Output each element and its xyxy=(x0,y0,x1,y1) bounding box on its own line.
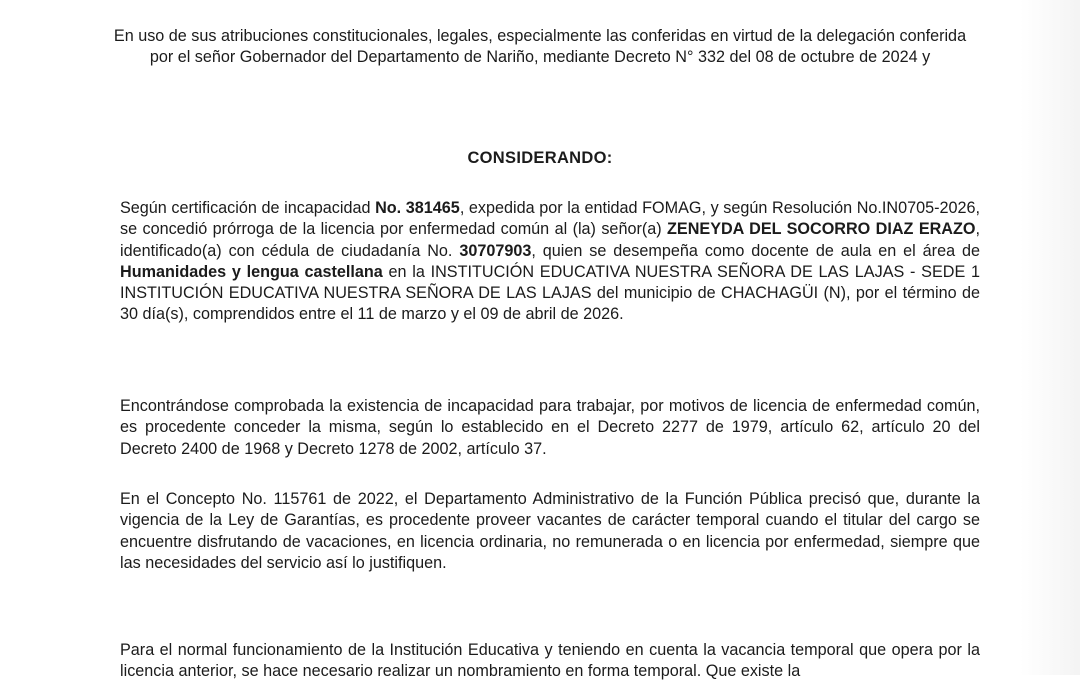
intro-paragraph: En uso de sus atribuciones constitucionales, legales, especialmente las conferidas en virtud de la delegación conferida por el señor Gobernador del Departamento de Nariño, mediante Decreto N° 332 del 08 de octubre de 2024 y xyxy=(113,27,967,66)
paragraph-comprobada: Encontrándose comprobada la existencia de incapacidad para trabajar, por motivos de licencia de enfermedad común, es procedente conceder la misma, según lo establecido en el Decreto 2277 de 1979, artículo 62, artículo 20 del Decreto 2400 de 1968 y Decreto 1278 de 2002, artículo 37. xyxy=(120,397,980,458)
subject-area: Humanidades y lengua castellana xyxy=(120,262,383,281)
person-name: ZENEYDA DEL SOCORRO DIAZ ERAZO xyxy=(667,220,976,239)
p1-text-5: en la INSTITUCIÓN EDUCATIVA NUESTRA SEÑORA DE LAS LAJAS - SEDE 1 INSTITUCIÓN EDUCATIVA NUESTRA SEÑORA DE LAS LAJAS del municipio de CHACHAGÜI (N), por el término de 30 día(s), comprendidos entre el 11 de marzo y el 09 de abril de 2026. xyxy=(120,262,980,324)
paragraph-concepto: En el Concepto No. 115761 de 2022, el Departamento Administrativo de la Función Pública precisó que, durante la vigencia de la Ley de Garantías, es procedente proveer vacantes de carácter temporal cuando el titular del cargo se encuentre disfrutando de vacaciones, en licencia ordinaria, no remunerada o en licencia por enfermedad, siempre que las necesidades del servicio así lo justifiquen. xyxy=(120,490,980,572)
scan-shadow xyxy=(1020,0,1080,675)
p1-text-3: , identificado(a) con cédula de ciudadanía No. xyxy=(120,220,980,260)
certificate-number: No. 381465 xyxy=(375,199,460,217)
paragraph-funcionamiento: Para el normal funcionamiento de la Institución Educativa y teniendo en cuenta la vacancia temporal que opera por la licencia anterior, se hace necesario realizar un nombramiento en forma temporal. Que existe la xyxy=(120,641,980,681)
p1-text-4: , quien se desempeña como docente de aula en el área de xyxy=(531,241,980,260)
section-heading: CONSIDERANDO: xyxy=(467,149,613,167)
p1-text-2: , expedida por la entidad FOMAG, y según Resolución No.IN0705-2026, se concedió prórroga de la licencia por enfermedad común al (la) señor(a) xyxy=(120,199,980,239)
p1-text-1: Según certificación de incapacidad xyxy=(120,199,376,217)
paragraph-incapacidad xyxy=(120,198,980,326)
id-number: 30707903 xyxy=(459,241,532,260)
